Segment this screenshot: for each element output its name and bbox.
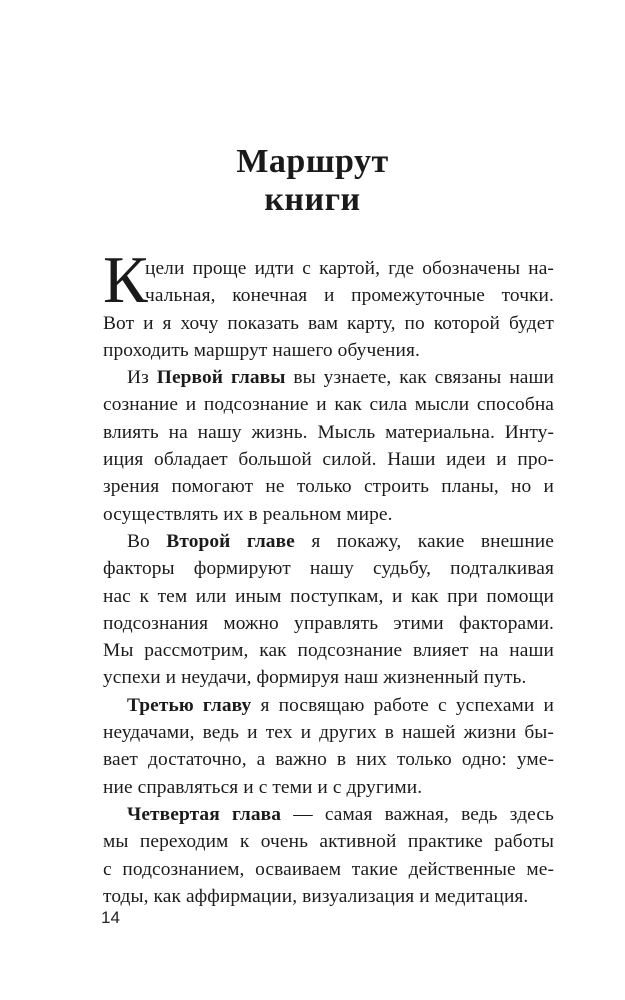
chapter-title-line-1: Маршрут [236, 143, 389, 180]
drop-cap-letter: К [103, 243, 148, 317]
text-line: сознание и подсознание и как сила мысли способна [103, 394, 554, 416]
text-line: факторы формируют нашу судьбу, подталкивая [103, 558, 554, 580]
text-line: нас к тем или иным поступкам, и как при помощи [103, 585, 554, 607]
text-line: с подсознанием, осваиваем такие действенные ме- [103, 858, 554, 880]
text-line: ние справляться и с теми и с другими. [103, 776, 423, 798]
text-line: неудачами, ведь и тех и других в нашей жизни бы- [103, 722, 554, 744]
paragraph-chapter-3 [103, 692, 554, 801]
text-line: влиять на нашу жизнь. Мысль материальна. Инту- [103, 421, 554, 443]
text-line: Третью главу я посвящаю работе с успехами и [127, 694, 554, 716]
text-line: чальная, конечная и промежуточные точки. [145, 285, 554, 307]
text-line: осуществлять их в реальном мире. [103, 503, 393, 525]
text-line: вает достаточно, а важно в них только одно: уме- [103, 749, 554, 771]
chapter-reference: Третью главу [127, 694, 252, 716]
text-line: Во Второй главе я покажу, какие внешние [127, 530, 554, 552]
text-line: успехи и неудачи, формируя наш жизненный путь. [103, 667, 527, 689]
text-line: цели проще идти с картой, где обозначены на- [145, 258, 554, 279]
text-line: Из Первой главы вы узнаете, как связаны наши [127, 367, 555, 389]
text-line: Вот и я хочу показать вам карту, по которой будет [103, 312, 554, 334]
text-line: Мы рассмотрим, как подсознание влияет на наши [103, 640, 554, 662]
page-number: 14 [101, 908, 120, 927]
text-line: тоды, как аффирмации, визуализация и медитация. [103, 885, 529, 907]
text-line: подсознания можно управлять этими факторами. [103, 612, 554, 634]
text-line: зрения помогают не только строить планы, но и [103, 476, 554, 498]
paragraph-intro [103, 255, 554, 364]
chapter-reference: Второй главе [166, 530, 295, 552]
paragraph-chapter-4 [103, 801, 554, 910]
text-line: проходить маршрут нашего обучения. [103, 339, 420, 361]
body-text [103, 255, 554, 910]
text-line: Четвертая глава — самая важная, ведь здесь [127, 803, 555, 825]
paragraph-chapter-1 [103, 364, 554, 528]
text-line: иция обладает большой силой. Наши идеи и про- [103, 449, 554, 471]
chapter-reference: Первой главы [156, 367, 286, 389]
chapter-title-line-2: книги [264, 181, 361, 218]
chapter-reference: Четвертая глава [127, 803, 282, 825]
paragraph-chapter-2 [103, 528, 554, 692]
text-line: мы переходим к очень активной практике работы [103, 831, 554, 853]
